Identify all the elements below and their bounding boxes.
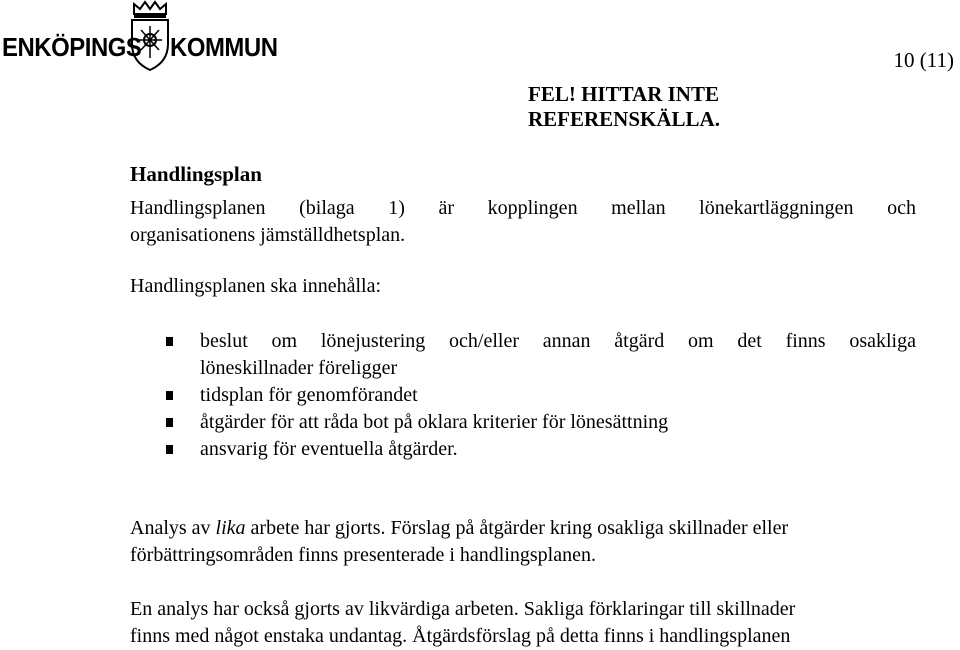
list-intro: Handlingsplanen ska innehålla: (130, 275, 382, 297)
reference-error-title (528, 82, 788, 132)
paragraph-line: finns med något enstaka undantag. Åtgärdsförslag på detta finns i handlingsplanen (130, 625, 791, 647)
section-heading: Handlingsplan (130, 162, 262, 186)
list-item-text: tidsplan för genomförandet (200, 384, 418, 406)
equivalent-work-paragraph (130, 596, 916, 650)
reference-error-line: FEL! HITTAR INTE (528, 82, 719, 106)
list-item (130, 436, 916, 463)
analysis-prefix: Analys av (130, 517, 216, 539)
list-item (130, 382, 916, 409)
paragraph-line: En analys har också gjorts av likvärdiga arbeten. Sakliga förklaringar till skillnader (130, 598, 796, 620)
analysis-middle: arbete har gjorts. Förslag på åtgärder kring osakliga skillnader eller (245, 517, 789, 539)
bullet-icon (166, 337, 173, 346)
municipality-logo (0, 0, 280, 80)
logo-text-left: ENKÖPINGS (2, 32, 142, 62)
paragraph-line: förbättringsområden finns presenterade i handlingsplanen. (130, 544, 596, 566)
paragraph-line: Handlingsplanen (bilaga 1) är kopplingen mellan lönekartläggningen och (130, 197, 916, 219)
coat-of-arms-icon (126, 0, 174, 72)
list-item-text: löneskillnader föreligger (200, 357, 398, 379)
paragraph-line: organisationens jämställdhetsplan. (130, 224, 406, 246)
reference-error-line: REFERENSKÄLLA. (528, 107, 720, 131)
paragraph-line (130, 515, 916, 542)
logo-text-right: KOMMUN (170, 32, 278, 62)
analysis-emphasis: lika (215, 517, 246, 539)
bullet-icon (166, 445, 173, 454)
intro-paragraph (130, 195, 916, 249)
list-item (130, 409, 916, 436)
bullet-icon (166, 418, 173, 427)
bullet-icon (166, 391, 173, 400)
list-item-text: beslut om lönejustering och/eller annan åtgärd om det finns osakliga (200, 330, 916, 352)
list-item-text: ansvarig för eventuella åtgärder. (200, 438, 458, 460)
list-item (130, 328, 916, 382)
requirements-list (130, 328, 916, 463)
page-number: 10 (11) (893, 48, 954, 72)
list-item-text: åtgärder för att råda bot på oklara kriterier för lönesättning (200, 411, 669, 433)
analysis-paragraph (130, 515, 916, 569)
